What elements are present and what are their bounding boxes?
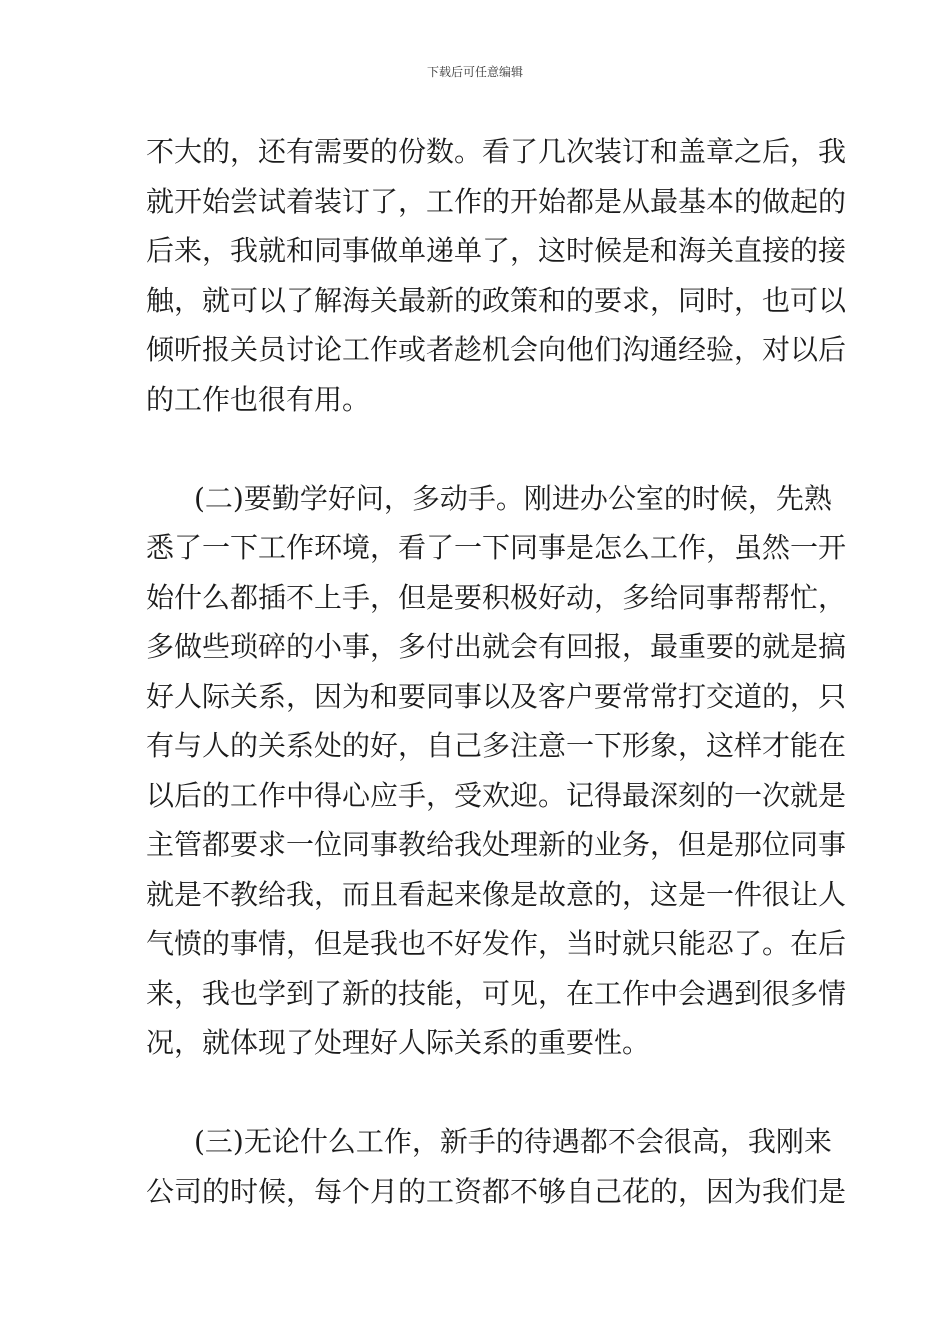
text-line: 倾听报关员讨论工作或者趁机会向他们沟通经验，对以后 xyxy=(146,333,847,366)
text-line: (三)无论什么工作，新手的待遇都不会很高，我刚来 xyxy=(194,1125,832,1158)
paragraph-2 xyxy=(146,474,847,1068)
text-line: 以后的工作中得心应手，受欢迎。记得最深刻的一次就是 xyxy=(146,778,847,812)
text-line: 就开始尝试着装订了，工作的开始都是从最基本的做起的 xyxy=(146,184,847,218)
document-body xyxy=(146,127,847,1216)
text-line: 就是不教给我，而且看起来像是故意的，这是一件很让人 xyxy=(146,877,847,911)
text-line: 主管都要求一位同事教给我处理新的业务，但是那位同事 xyxy=(146,828,847,861)
paragraph-1 xyxy=(146,127,847,424)
paragraph-gap xyxy=(146,1068,808,1118)
text-line: (二)要勤学好问，多动手。刚进办公室的时候，先熟 xyxy=(194,481,832,515)
text-line: 况，就体现了处理好人际关系的重要性。 xyxy=(146,1026,651,1059)
text-line: 的工作也很有用。 xyxy=(146,382,371,416)
text-line: 始什么都插不上手，但是要积极好动，多给同事帮帮忙， xyxy=(146,580,847,614)
paragraph-3 xyxy=(146,1117,847,1216)
text-line: 不大的，还有需要的份数。看了几次装订和盖章之后，我 xyxy=(146,135,847,168)
text-line: 悉了一下工作环境，看了一下同事是怎么工作，虽然一开 xyxy=(146,531,847,564)
paragraph-gap xyxy=(146,424,808,474)
text-line: 有与人的关系处的好，自己多注意一下形象，这样才能在 xyxy=(146,729,847,762)
text-line: 后来，我就和同事做单递单了，这时候是和海关直接的接 xyxy=(146,234,847,267)
text-line: 气愤的事情，但是我也不好发作，当时就只能忍了。在后 xyxy=(146,927,847,960)
text-line: 触，就可以了解海关最新的政策和的要求，同时，也可以 xyxy=(146,283,847,317)
text-line: 公司的时候，每个月的工资都不够自己花的，因为我们是 xyxy=(146,1174,847,1208)
text-line: 好人际关系，因为和要同事以及客户要常常打交道的，只 xyxy=(146,679,847,713)
text-line: 来，我也学到了新的技能，可见，在工作中会遇到很多情 xyxy=(146,976,847,1010)
text-line: 多做些琐碎的小事，多付出就会有回报，最重要的就是搞 xyxy=(146,630,847,663)
page-header: 下载后可任意编辑 xyxy=(426,65,523,79)
